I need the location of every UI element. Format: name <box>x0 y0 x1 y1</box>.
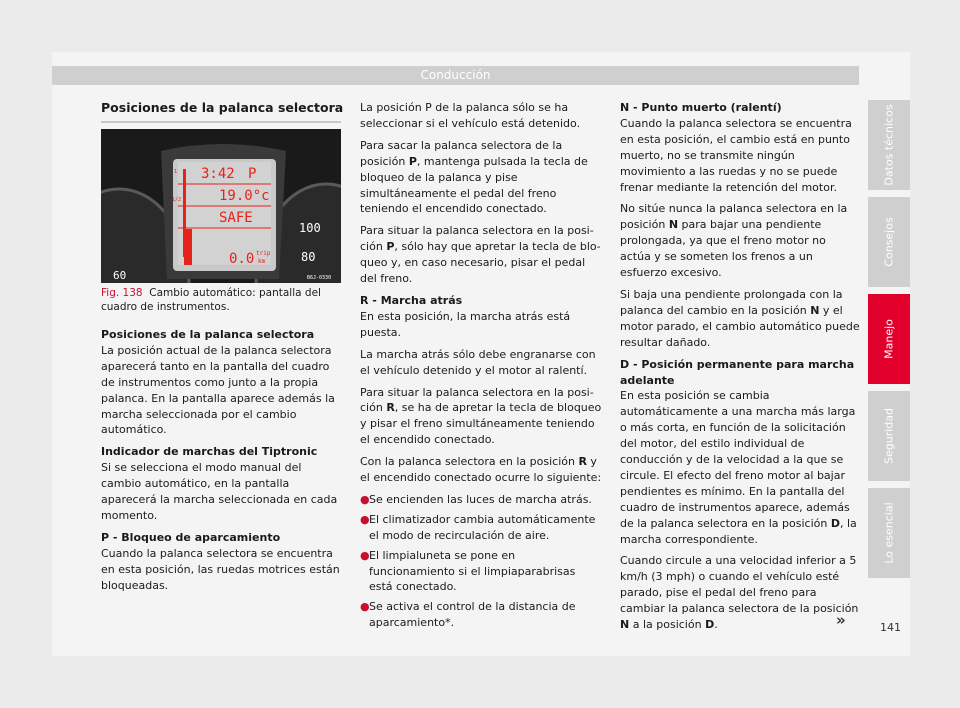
paragraph: No sitúe nunca la palanca selectora en la posición N para bajar una pendiente prolongada, ya que el freno motor no actúa y se someten los frenos a un esfuerzo excesivo. <box>620 202 848 280</box>
list-item: ● El limpialuneta se pone en funcionamiento si el limpiaparabrisas está conectado. <box>360 548 576 594</box>
figure-number: Fig. 138 <box>101 287 143 299</box>
display-safe: SAFE <box>219 210 253 226</box>
paragraph: Con la palanca selectora en la posición R y el encendido conectado ocurre lo siguiente: <box>360 455 602 485</box>
list-item: ● Se encienden las luces de marcha atrás. <box>360 492 592 506</box>
instrument-cluster-image <box>101 129 341 283</box>
heading-posiciones: Posiciones de la palanca selectora <box>101 328 315 341</box>
heading-park: P - Bloqueo de aparcamiento <box>101 530 281 544</box>
tab-lo-esencial[interactable]: Lo esencial <box>868 488 910 578</box>
tab-datos-tecnicos[interactable]: Datos técnicos <box>868 100 910 190</box>
paragraph: Si baja una pendiente prolongada con la palanca del cambio en la posición N y el motor parado, el cambio automático puede resultar dañado. <box>620 287 860 349</box>
paragraph: La marcha atrás sólo debe engranarse con el vehículo detenido y el motor al ralentí. <box>360 347 596 377</box>
title-rule <box>101 121 341 123</box>
display-time: 3:42 <box>201 166 235 182</box>
heading-neutral: N - Punto muerto (ralentí) <box>620 101 782 114</box>
tab-manejo[interactable]: Manejo <box>868 294 910 384</box>
paragraph: Si se selecciona el modo manual del cambio automático, en la pantalla aparecerá la marcha seleccionada en cada momento. <box>101 461 338 522</box>
fuel-full-label: 1 <box>174 169 178 175</box>
figure-caption <box>101 287 341 314</box>
paragraph: Cuando circule a una velocidad inferior a 5 km/h (3 mph) o cuando el vehículo esté parado, pise el pedal del freno para cambiar la palanca selectora de la posición N a la posición D. <box>620 554 859 632</box>
heading-reverse: R - Marcha atrás <box>360 293 463 307</box>
fuel-half-label: 1/2 <box>172 197 182 203</box>
display-trip: trip <box>256 250 271 257</box>
paragraph: Para situar la palanca selectora en la posición R, se ha de apretar la tecla de bloqueo y pisar el freno simultáneamente teniendo el encendido conectado. <box>360 385 602 447</box>
instrument-cluster-figure <box>101 129 341 283</box>
tab-consejos[interactable]: Consejos <box>868 197 910 287</box>
page-number: 141 <box>880 621 901 634</box>
heading-tiptronic: Indicador de marchas del Tiptronic <box>101 445 318 459</box>
display-temp: 19.0°c <box>219 188 270 204</box>
paragraph: La posición P de la palanca sólo se ha seleccionar si el vehículo está detenido. <box>360 101 581 130</box>
heading-drive: D - Posición permanente para marcha adelante <box>620 357 855 387</box>
column-middle <box>360 100 602 635</box>
display-odometer: 0.0 <box>229 251 255 267</box>
bullet-icon: ● <box>360 492 370 506</box>
column-left <box>101 327 341 600</box>
figure-code: B6J-0330 <box>307 275 332 281</box>
list-item: ● Se activa el control de la distancia de aparcamiento*. <box>360 600 576 630</box>
bullet-icon: ● <box>360 512 370 526</box>
paragraph: En esta posición se cambia automáticamente a una marcha más larga o más corta, en función de la solicitación del motor, del estilo individual de conducción y de la velocidad a la que se circule. El efecto del freno motor al bajar pendientes es mínimo. En la pantalla del cuadro de instrumentos aparece, además de la palanca selectora en la posición D, la marcha correspondiente. <box>620 389 857 546</box>
gauge-60: 60 <box>113 269 127 282</box>
paragraph: Para sacar la palanca selectora de la posición P, mantenga pulsada la tecla de bloqueo de la palanca y pise simultáneamente el pedal del freno teniendo el encendido conectado. <box>360 138 588 216</box>
gauge-100: 100 <box>299 221 321 235</box>
gauge-80: 80 <box>301 250 316 264</box>
display-km: km <box>258 258 266 265</box>
bullet-icon: ● <box>360 600 370 614</box>
display-gear: P <box>248 166 257 182</box>
tab-seguridad[interactable]: Seguridad <box>868 391 910 481</box>
column-right <box>620 100 860 639</box>
list-item: ● El climatizador cambia automáticamente el modo de recirculación de aire. <box>360 512 596 542</box>
page-title: Posiciones de la palanca selectora <box>101 100 344 115</box>
paragraph: Cuando la palanca selectora se encuentra en esta posición, las ruedas motrices están bloqueadas. <box>101 546 340 592</box>
paragraph: Para situar la palanca selectora en la posición P, sólo hay que apretar la tecla de bloqueo y, en caso necesario, pisar el pedal del freno. <box>360 224 601 286</box>
section-header: Conducción <box>52 66 859 85</box>
paragraph: La posición actual de la palanca selectora aparecerá tanto en la pantalla del cuadro de instrumentos como junto a la propia palanca. En la pantalla aparece además la marcha seleccionada por el cambio automático. <box>101 343 335 437</box>
continue-icon: » <box>836 611 846 629</box>
paragraph: En esta posición, la marcha atrás está puesta. <box>360 309 571 339</box>
bullet-icon: ● <box>360 548 370 562</box>
paragraph: Cuando la palanca selectora se encuentra en esta posición, el cambio está en punto muerto, no se transmite ningún movimiento a las ruedas y no se puede frenar mediante la retención del motor. <box>620 116 852 194</box>
fuel-indicator-label: 6 <box>185 256 191 266</box>
figure-caption-text: Cambio automático: pantalla del cuadro de instrumentos. <box>101 287 321 313</box>
